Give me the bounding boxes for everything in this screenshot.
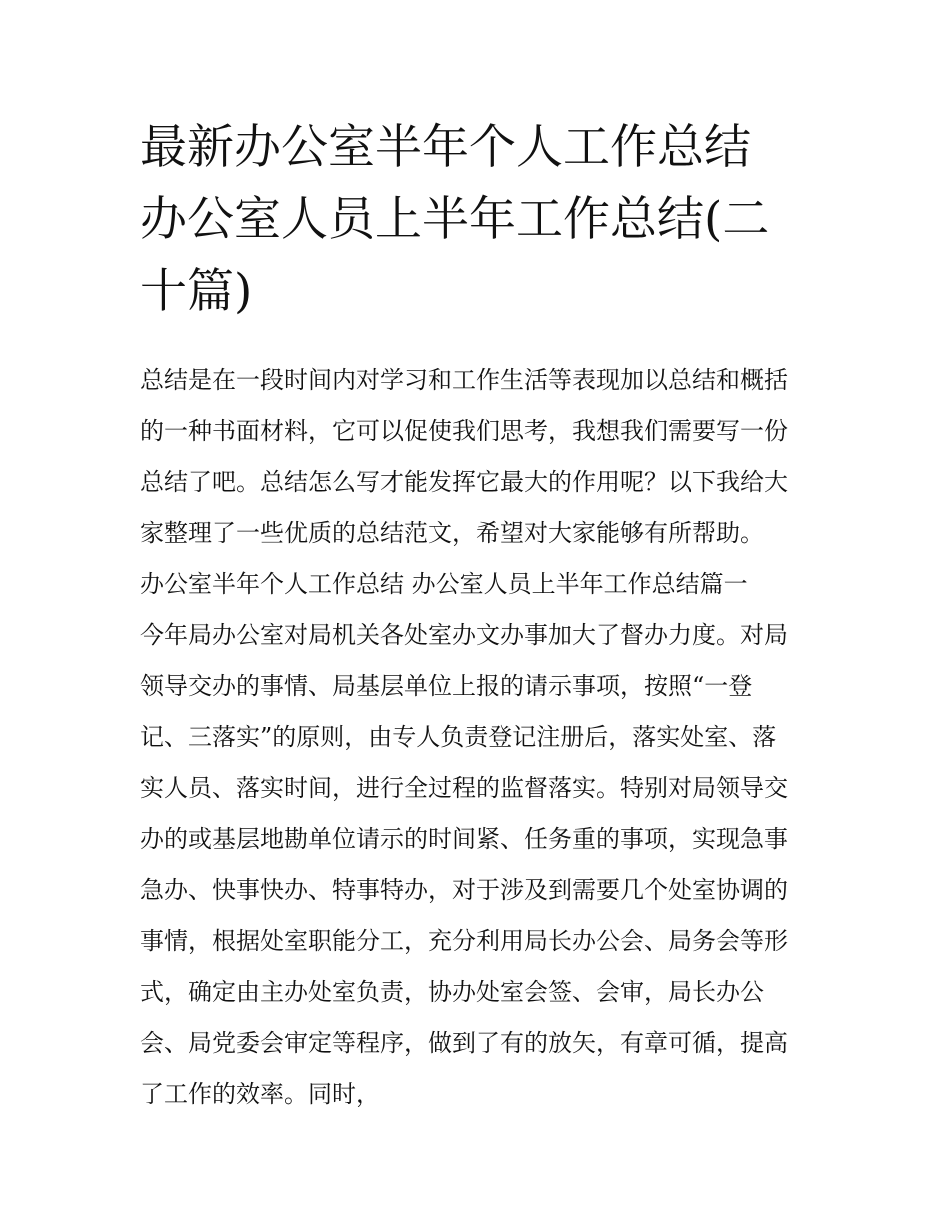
body-line: 记、三落实”的原则，由专人负责登记注册后，落实处室、落 (140, 723, 777, 751)
document-title: 最新办公室半年个人工作总结 办公室人员上半年工作总结(二 十篇) (140, 120, 770, 319)
document-body (140, 355, 820, 1120)
body-line: 实人员、落实时间，进行全过程的监督落实。特别对局领导交 (140, 774, 788, 802)
body-line: 的一种书面材料，它可以促使我们思考，我想我们需要写一份 (140, 417, 788, 445)
body-line: 总结是在一段时间内对学习和工作生活等表现加以总结和概括 (140, 366, 788, 394)
body-line: 家整理了一些优质的总结范文，希望对大家能够有所帮助。 (140, 519, 764, 547)
body-line: 式，确定由主办处室负责，协办处室会签、会审，局长办公 (140, 978, 764, 1006)
body-line: 会、局党委会审定等程序，做到了有的放矢，有章可循，提高 (140, 1029, 788, 1057)
body-line: 总结了吧。总结怎么写才能发挥它最大的作用呢？以下我给大 (140, 468, 788, 496)
body-line: 了工作的效率。同时， (140, 1080, 380, 1108)
section-heading: 办公室半年个人工作总结 办公室人员上半年工作总结篇一 (140, 570, 748, 598)
body-line: 急办、快事快办、特事特办，对于涉及到需要几个处室协调的 (140, 876, 788, 904)
body-line: 办的或基层地勘单位请示的时间紧、任务重的事项，实现急事 (140, 825, 788, 853)
body-line: 事情，根据处室职能分工，充分利用局长办公会、局务会等形 (140, 927, 788, 955)
body-line: 今年局办公室对局机关各处室办文办事加大了督办力度。对局 (140, 621, 788, 649)
body-line: 领导交办的事情、局基层单位上报的请示事项，按照“一登 (140, 672, 753, 700)
